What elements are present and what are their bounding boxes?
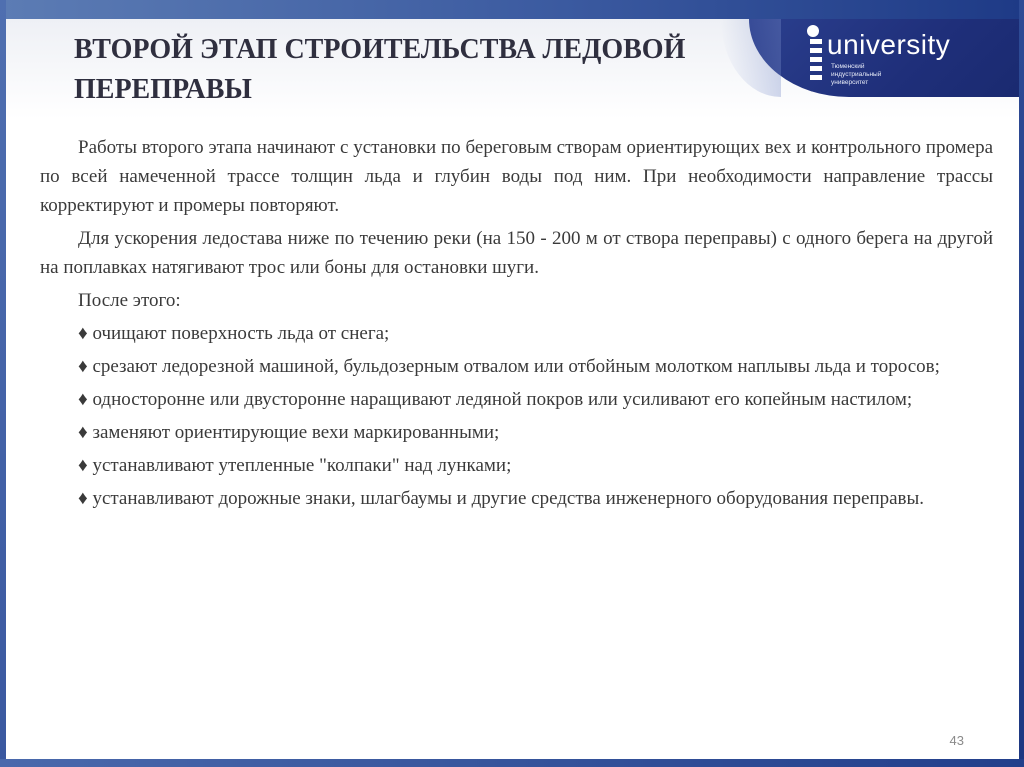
paragraph-intro: Работы второго этапа начинают с установки по береговым створам ориентирующих вех и контрольного промера по всей намеченной трассе толщин льда и глубин воды под ним. При необходимости направление трассы корректируют и промеры повторяют. bbox=[40, 137, 993, 216]
logo-subtitle-line-1: Тюменский bbox=[831, 63, 865, 70]
logo-globe-icon bbox=[807, 25, 819, 37]
slide-title-line-2: ПЕРЕПРАВЫ bbox=[74, 74, 252, 105]
bullet-item: ♦ устанавливают дорожные знаки, шлагбаумы и другие средства инженерного оборудования переправы. bbox=[78, 488, 925, 509]
logo-wordmark: university bbox=[827, 29, 951, 60]
slide-frame-right bbox=[1019, 0, 1024, 767]
slide-title bbox=[74, 30, 774, 110]
bullet-item: ♦ односторонне или двусторонне наращивают ледяной покров или усиливают его копейным настилом; bbox=[78, 389, 913, 410]
bullet-item: ♦ срезают ледорезной машиной, бульдозерным отвалом или отбойным молотком наплывы льда и торосов; bbox=[78, 356, 940, 377]
paragraph-ice-acceleration: Для ускорения ледостава ниже по течению реки (на 150 - 200 м от створа переправы) с одного берега на другой на поплавках натягивают трос или боны для остановки шуги. bbox=[40, 228, 993, 278]
logo-subtitle-line-3: университет bbox=[831, 79, 869, 86]
bullet-item: ♦ заменяют ориентирующие вехи маркированными; bbox=[78, 422, 500, 443]
page-number: 43 bbox=[949, 733, 964, 748]
paragraph-after-this: После этого: bbox=[78, 290, 181, 311]
slide-frame-bottom bbox=[0, 759, 1024, 767]
logo-subtitle bbox=[831, 63, 911, 87]
logo-subtitle-line-2: индустриальный bbox=[831, 71, 882, 78]
slide-title-line-1: ВТОРОЙ ЭТАП СТРОИТЕЛЬСТВА ЛЕДОВОЙ bbox=[74, 34, 686, 65]
bullet-item: ♦ устанавливают утепленные "колпаки" над лунками; bbox=[78, 455, 512, 476]
slide-body bbox=[40, 133, 993, 517]
logo-bars-icon bbox=[809, 39, 825, 81]
slide bbox=[6, 19, 1019, 759]
bullet-item: ♦ очищают поверхность льда от снега; bbox=[78, 323, 390, 344]
slide-frame-top bbox=[0, 0, 1024, 19]
